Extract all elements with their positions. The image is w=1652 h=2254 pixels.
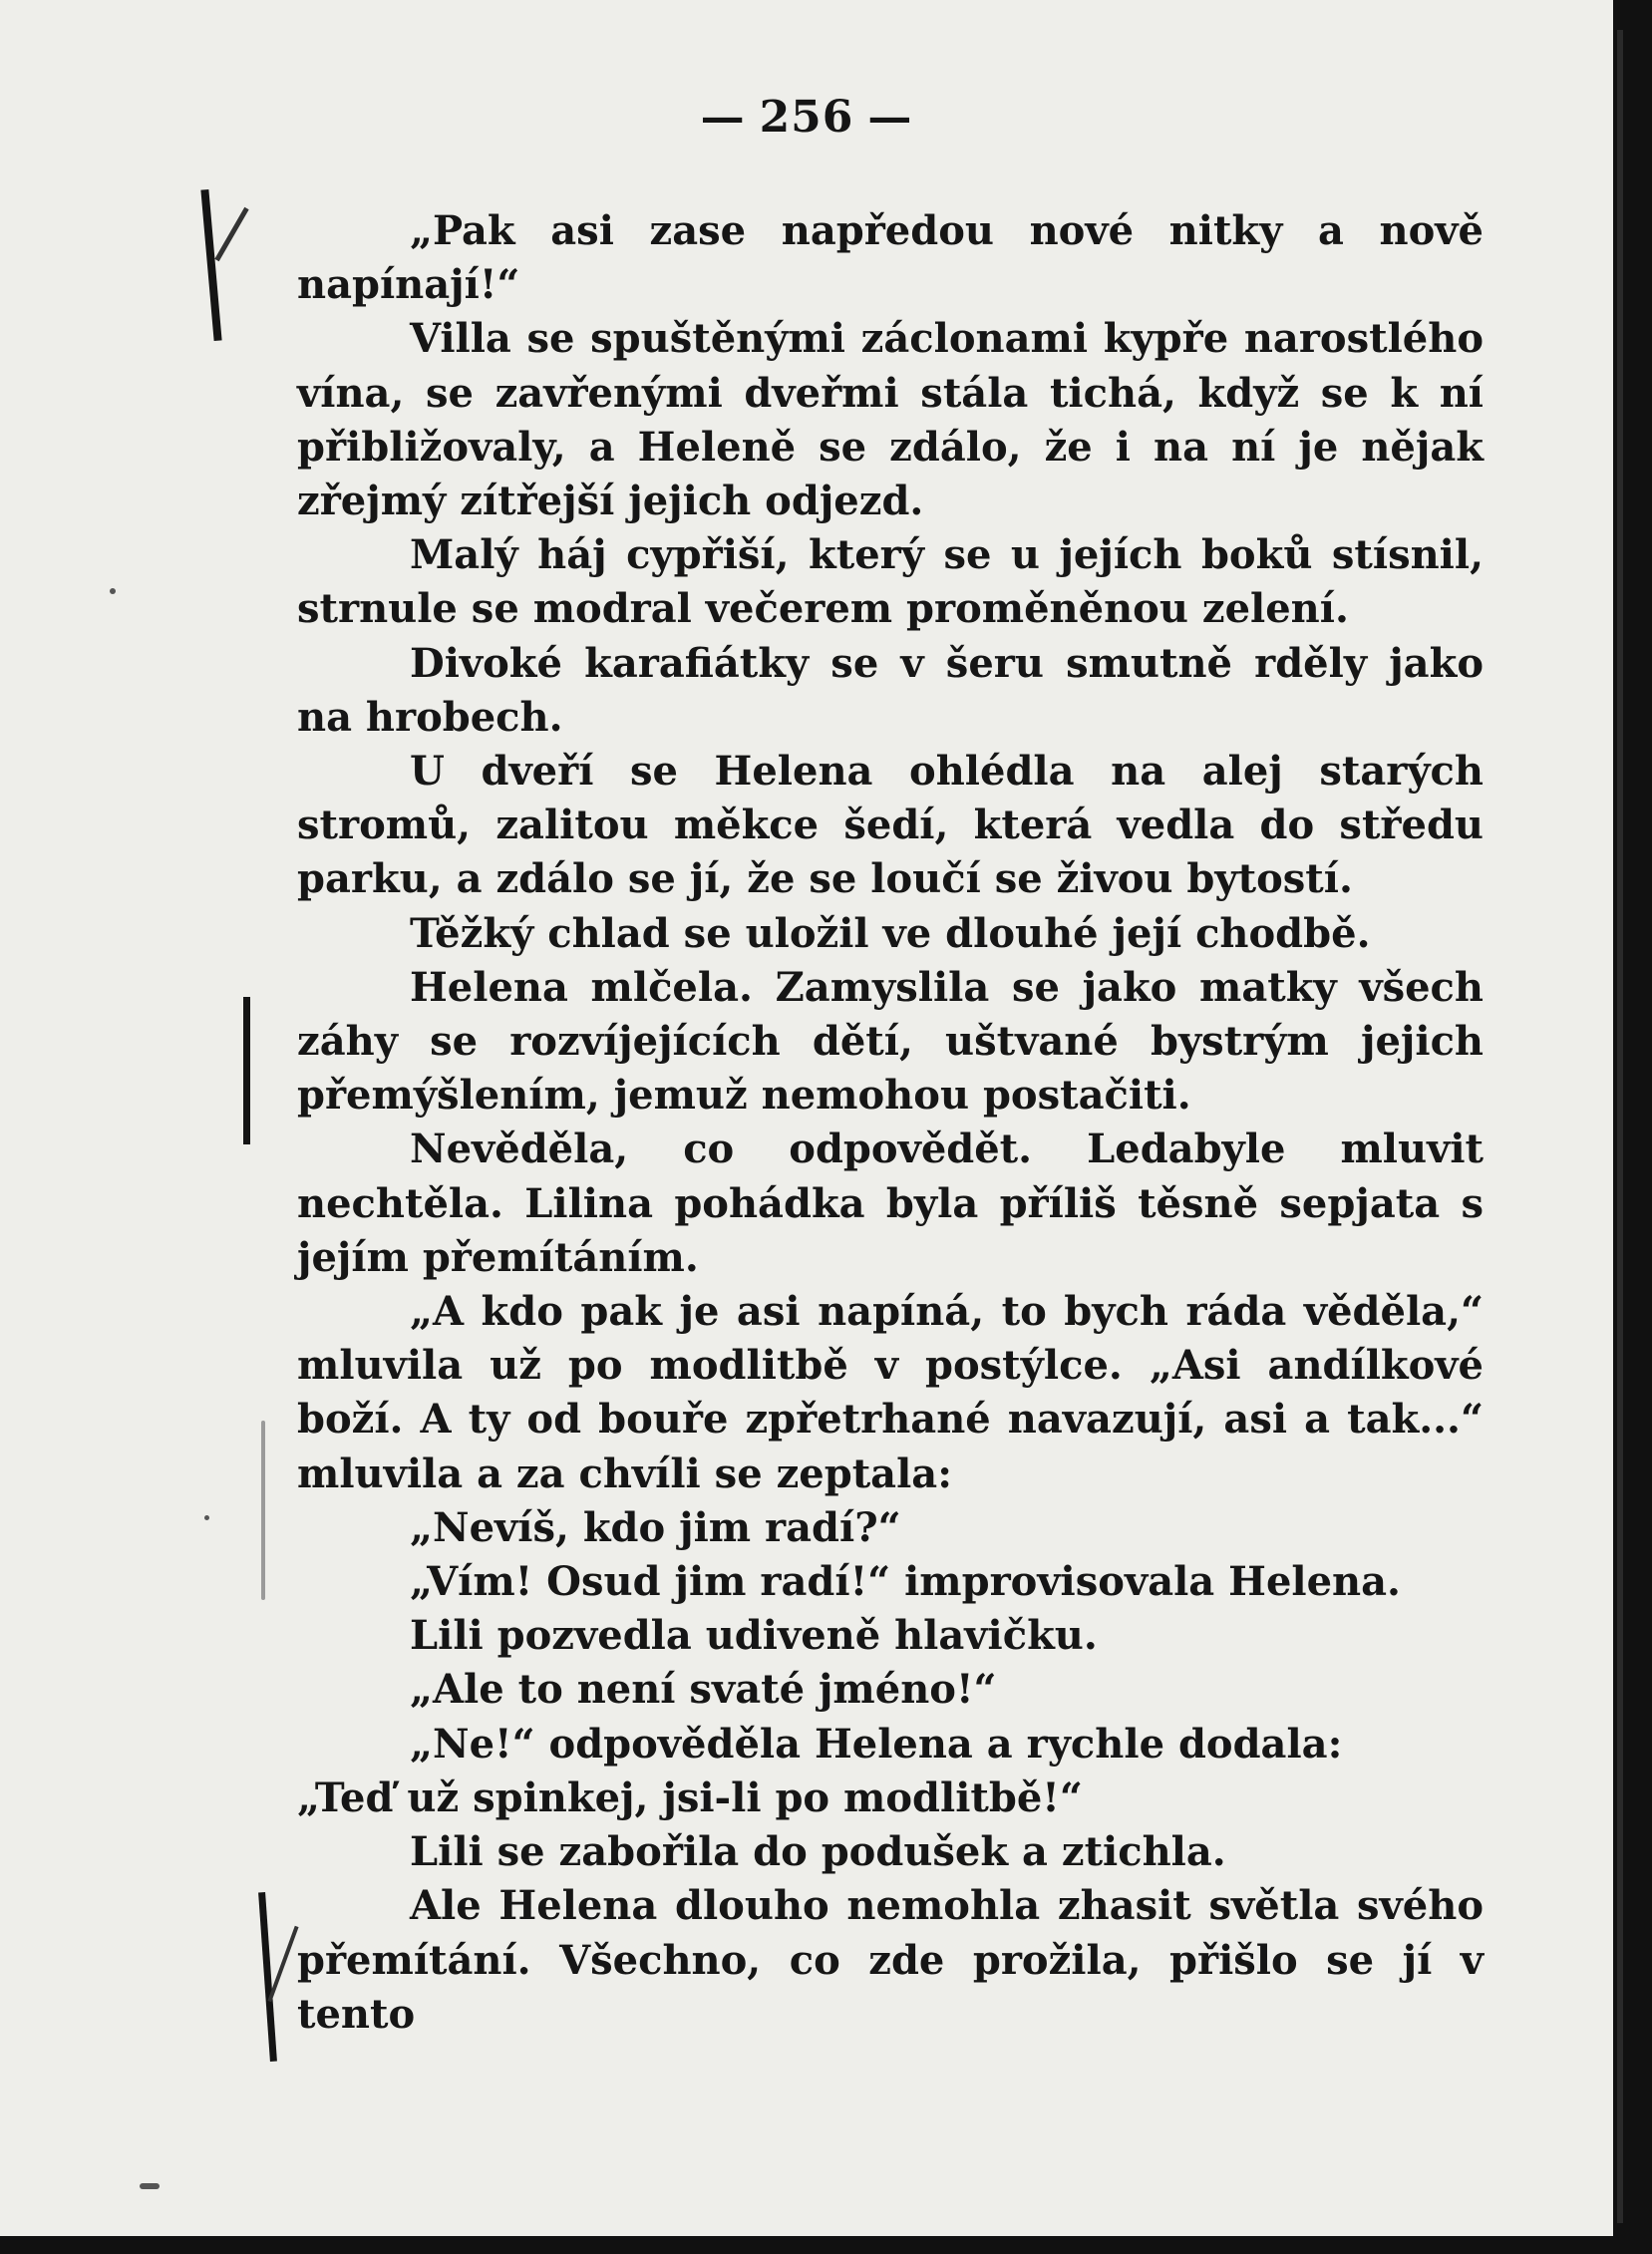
dash-right: —: [867, 92, 913, 143]
paper-speck: [204, 1515, 209, 1520]
scan-edge-line: [1617, 30, 1623, 2223]
scan-bottom-edge: [0, 2236, 1652, 2254]
page-number-value: 256: [759, 92, 854, 143]
paragraph: Lili se zabořila do podušek a ztichla.: [410, 1828, 1226, 1876]
paragraph: Malý háj cypřiší, který se u jejích boků stísnil, strnule se modral večerem proměněnou zelení.: [297, 531, 1484, 633]
paragraph: „Vím! Osud jim radí!“ improvisovala Helena.: [410, 1558, 1401, 1606]
margin-pen-mark: [200, 189, 221, 341]
page-number: [0, 92, 1613, 143]
paragraph: „Teď už spinkej, jsi-li po modlitbě!“: [297, 1773, 1083, 1821]
paragraph: „Pak asi zase napředou nové nitky a nově napínají!“: [297, 207, 1484, 309]
paragraph: Helena mlčela. Zamyslila se jako matky všech záhy se rozvíjejících dětí, uštvané bystrým jejich přemýšlením, jemuž nemohou postačiti.: [297, 963, 1484, 1120]
paragraph: Těžký chlad se uložil ve dlouhé její chodbě.: [410, 909, 1371, 957]
body-text: [297, 204, 1484, 2042]
paragraph: „Ne!“ odpověděla Helena a rychle dodala:: [410, 1720, 1343, 1768]
paper-speck: [140, 2183, 160, 2189]
dash-left: —: [700, 92, 746, 143]
margin-pen-mark: [243, 997, 250, 1144]
paragraph: „Ale to není svaté jméno!“: [410, 1666, 997, 1714]
margin-pen-mark: [214, 207, 248, 261]
paragraph: Nevěděla, co odpovědět. Ledabyle mluvit nechtěla. Lilina pohádka byla příliš těsně sepjata s jejím přemítáním.: [297, 1126, 1484, 1281]
paragraph: „A kdo pak je asi napíná, to bych ráda věděla,“ mluvila už po modlitbě v postýlce. „Asi andílkové boží. A ty od bouře zpřetrhané navazují, asi a tak...“ mluvila a za chvíli se zeptala:: [297, 1288, 1484, 1497]
paragraph: „Nevíš, kdo jim radí?“: [410, 1503, 901, 1551]
paragraph: Divoké karafiátky se v šeru smutně rděly jako na hrobech.: [297, 639, 1484, 741]
paper-smudge: [261, 1421, 265, 1600]
paragraph: Ale Helena dlouho nemohla zhasit světla svého přemítání. Všechno, co zde prožila, přišlo se jí v tento: [297, 1882, 1484, 2038]
paper-speck: [110, 588, 116, 594]
paragraph: U dveří se Helena ohlédla na alej starých stromů, zalitou měkce šedí, která vedla do středu parku, a zdálo se jí, že se loučí se živou bytostí.: [297, 748, 1484, 903]
paragraph: Villa se spuštěnými záclonami kypře narostlého vína, se zavřenými dveřmi stála tichá, když se k ní přibližovaly, a Heleně se zdálo, že i na ní je nějak zřejmý zítřejší jejich odjezd.: [297, 315, 1484, 525]
margin-pen-mark: [267, 1926, 298, 2003]
paragraph: Lili pozvedla udiveně hlavičku.: [410, 1612, 1098, 1660]
margin-pen-mark: [258, 1892, 277, 2062]
